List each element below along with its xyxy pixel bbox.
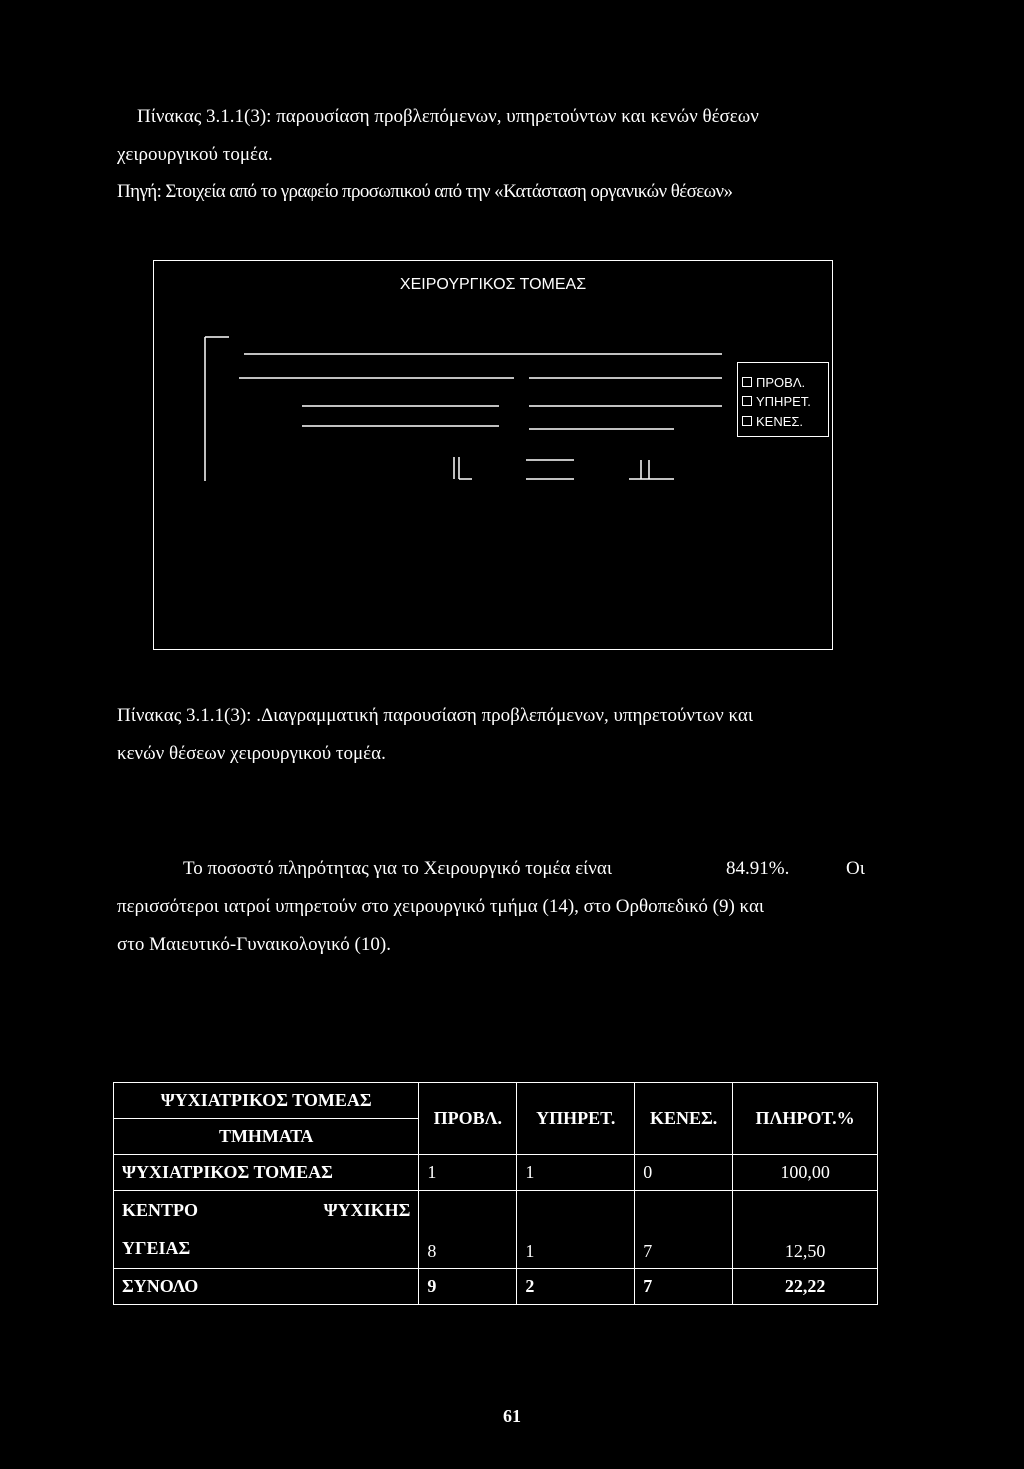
paragraph-line-3: στο Μαιευτικό-Γυναικολογικό (10). [117, 934, 391, 955]
chart [153, 260, 833, 650]
table-cell: 1 [419, 1155, 517, 1191]
header-title-line-1: Πίνακας 3.1.1(3): παρουσίαση προβλεπόμενων, υπηρετούντων και κενών θέσεων [137, 106, 759, 127]
table-cell: 1 [517, 1155, 635, 1191]
psychiatric-sector-table [113, 1082, 878, 1305]
table-cell: 100,00 [733, 1155, 878, 1191]
caption-line-2: κενών θέσεων χειρουργικού τομέα. [117, 743, 386, 764]
table-cell: 12,50 [733, 1191, 878, 1269]
column-header: ΥΠΗΡΕΤ. [517, 1083, 635, 1155]
table-cell: 8 [419, 1191, 517, 1269]
paragraph-line-1c: Οι [846, 858, 865, 879]
table-cell: 22,22 [733, 1269, 878, 1305]
row-name: ΣΥΝΟΛΟ [114, 1269, 419, 1305]
column-header: ΚΕΝΕΣ. [635, 1083, 733, 1155]
legend-item [742, 374, 805, 390]
chart-title: ΧΕΙΡΟΥΡΓΙΚΟΣ ΤΟΜΕΑΣ [399, 276, 587, 293]
table-header-row [114, 1083, 878, 1119]
caption-line-1: Πίνακας 3.1.1(3): .Διαγραμματική παρουσίαση προβλεπόμενων, υπηρετούντων και [117, 705, 753, 726]
paragraph-line-2: περισσότεροι ιατροί υπηρετούν στο χειρουργικό τμήμα (14), στο Ορθοπεδικό (9) και [117, 896, 765, 917]
table-header-sector: ΨΥΧΙΑΤΡΙΚΟΣ ΤΟΜΕΑΣ [114, 1083, 419, 1119]
row-name-part: ΥΓΕΙΑΣ [122, 1238, 191, 1258]
chart-legend [737, 362, 829, 437]
table-row [114, 1191, 878, 1269]
row-name-part: ΚΕΝΤΡΟ [122, 1200, 199, 1220]
paragraph-line-1a: Το ποσοστό πληρότητας για το Χειρουργικό τομέα είναι [183, 858, 612, 879]
source-line: Πηγή: Στοιχεία από το γραφείο προσωπικού από την «Κατάσταση οργανικών θέσεων» [117, 181, 733, 202]
table-cell: 2 [517, 1269, 635, 1305]
table-row [114, 1155, 878, 1191]
page-number: 61 [503, 1406, 521, 1426]
row-name-part: ΨΥΧΙΚΗΣ [323, 1200, 411, 1220]
header-title-line-2: χειρουργικού τομέα. [117, 144, 273, 165]
table-cell: 7 [635, 1191, 733, 1269]
table-cell: 0 [635, 1155, 733, 1191]
legend-swatch-icon [742, 416, 752, 426]
row-name [114, 1191, 419, 1269]
completeness-percentage: 84.91%. [726, 858, 790, 879]
legend-label: ΠΡΟΒΛ. [756, 374, 806, 390]
chart-plot [154, 261, 834, 651]
legend-swatch-icon [742, 377, 752, 387]
legend-label: ΥΠΗΡΕΤ. [756, 393, 811, 409]
legend-swatch-icon [742, 396, 752, 406]
column-header: ΠΡΟΒΛ. [419, 1083, 517, 1155]
table-cell: 9 [419, 1269, 517, 1305]
legend-label: ΚΕΝΕΣ. [756, 413, 804, 429]
legend-item [742, 413, 803, 429]
row-name: ΨΥΧΙΑΤΡΙΚΟΣ ΤΟΜΕΑΣ [114, 1155, 419, 1191]
table-cell: 7 [635, 1269, 733, 1305]
legend-item [742, 393, 811, 409]
table-header-departments: ΤΜΗΜΑΤΑ [114, 1119, 419, 1155]
column-header: ΠΛΗΡΟΤ.% [733, 1083, 878, 1155]
table-cell: 1 [517, 1191, 635, 1269]
table-total-row [114, 1269, 878, 1305]
